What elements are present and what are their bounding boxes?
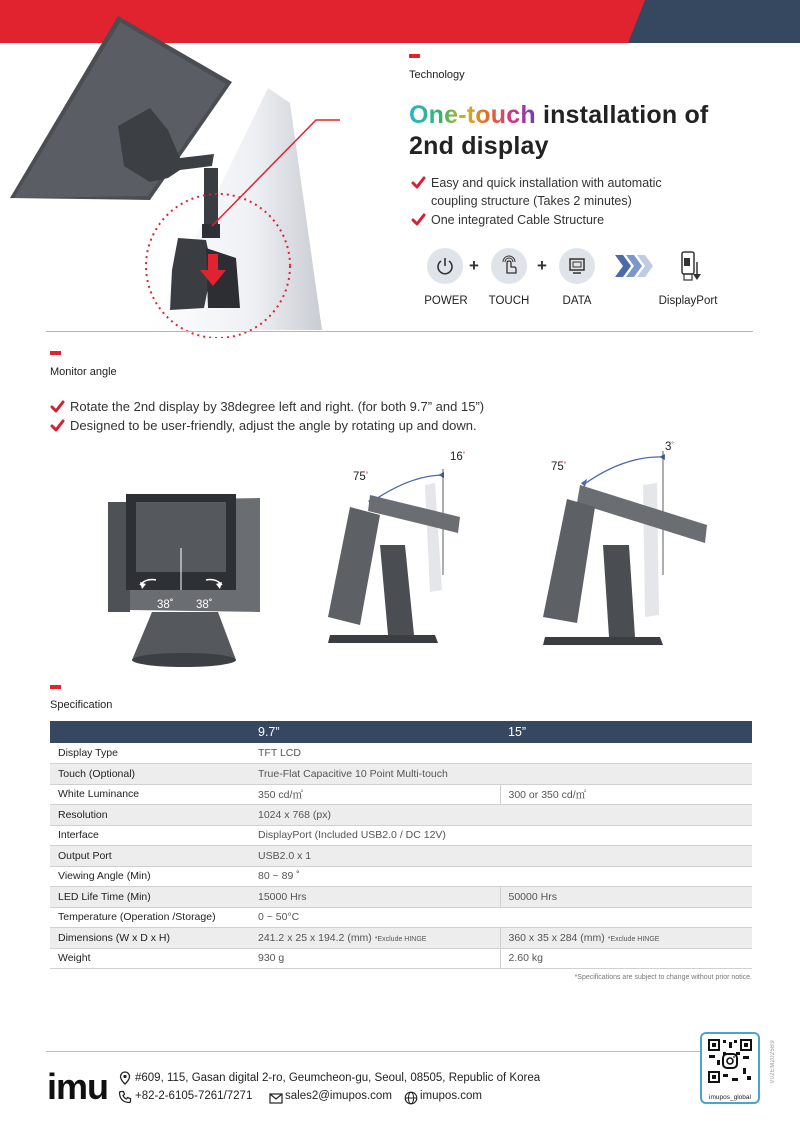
location-pin-icon [118, 1071, 132, 1085]
feature-item: Rotate the 2nd display by 38degree left and right. (for both 9.7” and 15”) [50, 398, 610, 416]
mail-icon [269, 1091, 283, 1105]
chevrons-right-icon [615, 255, 655, 277]
table-header-row [50, 721, 752, 743]
phone-icon [118, 1090, 132, 1104]
table-header-blank [50, 721, 250, 743]
table-row: Output Port USB2.0 x 1 [50, 846, 752, 867]
power-caption: POWER [424, 295, 468, 307]
headline-highlight: One-touch [409, 101, 536, 129]
technology-label: Technology [409, 69, 465, 81]
footer-phone[interactable]: +82-2-6105-7261/7271 [135, 1090, 253, 1102]
touch-icon [491, 248, 527, 284]
right-rotation-angle: 38˚ [196, 599, 213, 611]
check-icon [50, 418, 65, 433]
side-view-15-illustration [525, 445, 715, 665]
front-view-illustration [100, 490, 270, 670]
document-code: V02EM2025B9 [770, 1040, 776, 1084]
headline-line1: installation of [535, 101, 709, 129]
table-row: Weight 930 g 2.60 kg [50, 948, 752, 969]
table-row: Interface DisplayPort (Included USB2.0 / DC 12V) [50, 825, 752, 846]
specification-label: Specification [50, 699, 113, 711]
table-row: Viewing Angle (Min) 80 ~ 89 ˚ [50, 866, 752, 887]
power-icon [427, 248, 463, 284]
data-icon [559, 248, 595, 284]
side1-down-angle: 16˚ [450, 451, 466, 463]
check-icon [411, 212, 426, 227]
specification-marker [50, 685, 61, 689]
feature-item: Designed to be user-friendly, adjust the angle by rotating up and down. [50, 417, 610, 435]
technology-marker [409, 54, 420, 58]
displayport-icon [670, 248, 706, 284]
specification-footnote: *Specifications are subject to change without prior notice. [574, 974, 752, 981]
feature-item: One integrated Cable Structure [411, 211, 681, 229]
footer-email[interactable]: sales2@imupos.com [285, 1090, 392, 1102]
table-row: Touch (Optional) True-Flat Capacitive 10 Point Multi-touch [50, 764, 752, 785]
check-icon [50, 399, 65, 414]
technology-headline [409, 100, 708, 162]
footer-website[interactable]: imupos.com [420, 1090, 482, 1102]
monitor-angle-label: Monitor angle [50, 366, 117, 378]
side2-down-angle: 3˚ [665, 441, 675, 453]
footer-divider [46, 1051, 753, 1052]
qr-caption: imupos_global [709, 1094, 751, 1101]
monitor-angle-marker [50, 351, 61, 355]
footer-address: #609, 115, Gasan digital 2-ro, Geumcheon-gu, Seoul, 08505, Republic of Korea [135, 1072, 541, 1084]
qr-code-icon [707, 1038, 753, 1084]
left-rotation-angle: 38˚ [157, 599, 174, 611]
technology-feature-list [411, 174, 681, 229]
plus-sign: + [469, 256, 479, 275]
table-row: White Luminance 350 cd/㎡ 300 or 350 cd/㎡ [50, 784, 752, 805]
feature-item: Easy and quick installation with automatic coupling structure (Takes 2 minutes) [411, 174, 681, 210]
second-display-installation-illustration [0, 8, 340, 338]
table-row: Display Type TFT LCD [50, 743, 752, 764]
globe-icon [404, 1091, 418, 1105]
column-header-9-7: 9.7” [250, 721, 500, 743]
table-row: Dimensions (W x D x H) 241.2 x 25 x 194.2 (mm) *Exclude HINGE 360 x 35 x 284 (mm) *Exclude HINGE [50, 928, 752, 949]
side1-up-angle: 75˚ [353, 471, 369, 483]
side-view-9-7-illustration [310, 445, 480, 665]
data-caption: DATA [562, 295, 592, 307]
displayport-caption: DisplayPort [658, 295, 718, 307]
imu-logo: imu [47, 1066, 109, 1107]
side2-up-angle: 75˚ [551, 461, 567, 473]
touch-caption: TOUCH [488, 295, 530, 307]
check-icon [411, 175, 426, 190]
table-row: LED Life Time (Min) 15000 Hrs 50000 Hrs [50, 887, 752, 908]
specification-table [50, 721, 752, 969]
headline-line2: 2nd display [409, 132, 549, 160]
table-row: Resolution 1024 x 768 (px) [50, 805, 752, 826]
column-header-15: 15” [500, 721, 752, 743]
plus-sign: + [537, 256, 547, 275]
section-divider [46, 331, 753, 332]
table-row: Temperature (Operation /Storage) 0 ~ 50°C [50, 907, 752, 928]
monitor-angle-feature-list [50, 398, 610, 435]
